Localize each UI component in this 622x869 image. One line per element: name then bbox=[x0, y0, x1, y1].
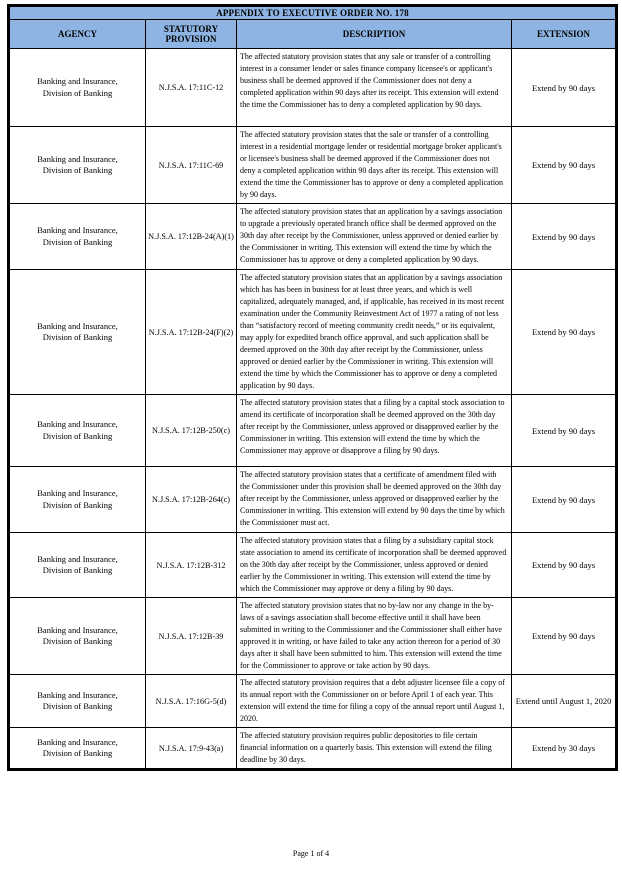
agency-cell bbox=[9, 728, 146, 770]
agency-cell bbox=[9, 675, 146, 728]
table-row bbox=[9, 598, 617, 675]
agency-line-2: Division of Banking bbox=[42, 748, 113, 758]
extension-cell: Extend until August 1, 2020 bbox=[512, 675, 617, 728]
extension-cell: Extend by 90 days bbox=[512, 127, 617, 204]
agency-line-1: Banking and Insurance, bbox=[37, 624, 118, 635]
description-cell: The affected statutory provision states that a filing by a subsidiary capital stock state association to amend its certificate of incorporation shall be deemed approved on the 30th day after receipt by the Commissioner, unless approved or denied earlier by the Commissioner in writing. This extension will extend the time by which the Commissioner may approve or deny a filing by 90 days. bbox=[237, 533, 512, 598]
agency-line-2: Division of Banking bbox=[42, 165, 113, 175]
column-header-agency: AGENCY bbox=[9, 20, 146, 49]
provision-cell: N.J.S.A. 17:11C-69 bbox=[146, 127, 237, 204]
agency-line-2: Division of Banking bbox=[42, 332, 113, 342]
agency-cell bbox=[9, 467, 146, 533]
extension-cell: Extend by 90 days bbox=[512, 533, 617, 598]
agency-cell bbox=[9, 127, 146, 204]
agency-line-1: Banking and Insurance, bbox=[37, 488, 118, 499]
extension-cell: Extend by 90 days bbox=[512, 598, 617, 675]
agency-line-2: Division of Banking bbox=[42, 87, 113, 98]
agency-line-1: Banking and Insurance, bbox=[37, 553, 118, 564]
table-row bbox=[9, 270, 617, 395]
provision-cell: N.J.S.A. 17:12B-24(F)(2) bbox=[146, 270, 237, 395]
description-cell: The affected statutory provision states that no by-law nor any change in the by-laws of a savings association shall become effective until it shall have been submitted in writing to the Commissioner and the Commissioner shall either have approved it in writing, or have failed to take any action thereon for a period of 30 days after it shall have been submitted to him. This extension will extend the time for the Commissioner to approve or take action by 90 days. bbox=[237, 598, 512, 675]
agency-line-2: Division of Banking bbox=[42, 430, 113, 441]
provision-cell: N.J.S.A. 17:16G-5(d) bbox=[146, 675, 237, 728]
provision-cell: N.J.S.A. 17:9-43(a) bbox=[146, 728, 237, 770]
provision-cell: N.J.S.A. 17:11C-12 bbox=[146, 49, 237, 127]
extension-cell: Extend by 90 days bbox=[512, 270, 617, 395]
extension-cell: Extend by 90 days bbox=[512, 204, 617, 270]
appendix-table bbox=[7, 4, 618, 771]
agency-cell bbox=[9, 395, 146, 467]
agency-line-1: Banking and Insurance, bbox=[37, 153, 118, 164]
agency-line-1: Banking and Insurance, bbox=[37, 225, 118, 236]
table-row bbox=[9, 204, 617, 270]
agency-line-1: Banking and Insurance, bbox=[37, 76, 118, 87]
agency-cell bbox=[9, 533, 146, 598]
provision-cell: N.J.S.A. 17:12B-39 bbox=[146, 598, 237, 675]
description-cell: The affected statutory provision states that any sale or transfer of a controlling interest in a consumer lender or sales finance company licensee's or applicant's business shall be deemed approved if the Commissioner does not deny a completed application within 90 days after its receipt. This extension will extend the time the Commissioner has to deny a completed application by 90 days. bbox=[237, 49, 512, 127]
agency-line-2: Division of Banking bbox=[42, 565, 113, 575]
agency-cell bbox=[9, 49, 146, 127]
table-title: APPENDIX TO EXECUTIVE ORDER NO. 178 bbox=[9, 6, 617, 20]
column-header-extension: EXTENSION bbox=[512, 20, 617, 49]
description-cell: The affected statutory provision states that a certificate of amendment filed with the Commissioner under this provision shall be deemed approved on the 30th day after receipt by the Commissioner, unless approved or disapproved earlier by the Commissioner in writing. This extension will extend by 90 days the time by which the Commissioner must act. bbox=[237, 467, 512, 533]
agency-line-2: Division of Banking bbox=[42, 499, 113, 510]
agency-line-2: Division of Banking bbox=[42, 701, 113, 711]
provision-cell: N.J.S.A. 17:12B-264(c) bbox=[146, 467, 237, 533]
column-header-description: DESCRIPTION bbox=[237, 20, 512, 49]
description-cell: The affected statutory provision states that an application by a savings association which has has been in business for at least three years, and which is well capitalized, adequately managed, and, if applicable, has received in its most recent examination under the Community Reinvestment Act of 1977 a rating of not less than “satisfactory record of meeting community credit needs,” or its equivalent, may apply for expedited branch office approval, and such application shall be deemed approved on the 30th day after receipt by the Commissioner, unless approved or denied earlier by the Commissioner in writing. This extension will extend the time by which the Commissioner has to approve or deny a completed application by 90 days. bbox=[237, 270, 512, 395]
table-row bbox=[9, 675, 617, 728]
agency-line-1: Banking and Insurance, bbox=[37, 419, 118, 430]
provision-cell: N.J.S.A. 17:12B-312 bbox=[146, 533, 237, 598]
extension-cell: Extend by 30 days bbox=[512, 728, 617, 770]
description-cell: The affected statutory provision requires public depositories to file certain financial information on a quarterly basis. This extension will extend the filing deadline by 30 days. bbox=[237, 728, 512, 770]
table-row bbox=[9, 127, 617, 204]
table-row bbox=[9, 49, 617, 127]
agency-cell bbox=[9, 598, 146, 675]
extension-cell: Extend by 90 days bbox=[512, 395, 617, 467]
description-cell: The affected statutory provision requires that a debt adjuster licensee file a copy of its annual report with the Commissioner on or before April 1 of each year. This extension will extend the time for filing a copy of the annual report until August 1, 2020. bbox=[237, 675, 512, 728]
page-number: Page 1 of 4 bbox=[292, 849, 330, 858]
provision-cell: N.J.S.A. 17:12B-24(A)(1) bbox=[146, 204, 237, 270]
table-row bbox=[9, 395, 617, 467]
agency-cell bbox=[9, 204, 146, 270]
column-header-statutory-provision: STATUTORY PROVISION bbox=[146, 20, 237, 49]
agency-cell bbox=[9, 270, 146, 395]
agency-line-1: Banking and Insurance, bbox=[37, 320, 118, 331]
agency-line-2: Division of Banking bbox=[42, 636, 113, 646]
extension-cell: Extend by 90 days bbox=[512, 49, 617, 127]
table-row bbox=[9, 533, 617, 598]
table-row bbox=[9, 728, 617, 770]
agency-line-1: Banking and Insurance, bbox=[37, 736, 118, 747]
description-cell: The affected statutory provision states that an application by a savings association to upgrade a previously operated branch office shall be deemed approved on the 30th day after receipt by the Commissioner, unless approved or denied earlier by the Commissioner in writing. This extension will extend the time by which the Commissioner has to approve or deny a completed application by 90 days. bbox=[237, 204, 512, 270]
agency-line-2: Division of Banking bbox=[42, 236, 113, 247]
agency-line-1: Banking and Insurance, bbox=[37, 689, 118, 700]
description-cell: The affected statutory provision states that the sale or transfer of a controlling interest in a residential mortgage lender or residential mortgage broker applicant's or licensee's business shall be deemed approved if the Commissioner does not deny a completed application within 90 days after its receipt. This extension will extend the time the Commissioner has to approve or deny a completed application by 90 days. bbox=[237, 127, 512, 204]
extension-cell: Extend by 90 days bbox=[512, 467, 617, 533]
provision-cell: N.J.S.A. 17:12B-250(c) bbox=[146, 395, 237, 467]
description-cell: The affected statutory provision states that a filing by a capital stock association to amend its certificate of incorporation shall be deemed approved on the 30th day after receipt by the Commissioner, unless approved or disapproved earlier by the Commissioner in writing. This extension will extend the time by which the Commissioner may approve or disapprove a filing by 90 days. bbox=[237, 395, 512, 467]
table-row bbox=[9, 467, 617, 533]
